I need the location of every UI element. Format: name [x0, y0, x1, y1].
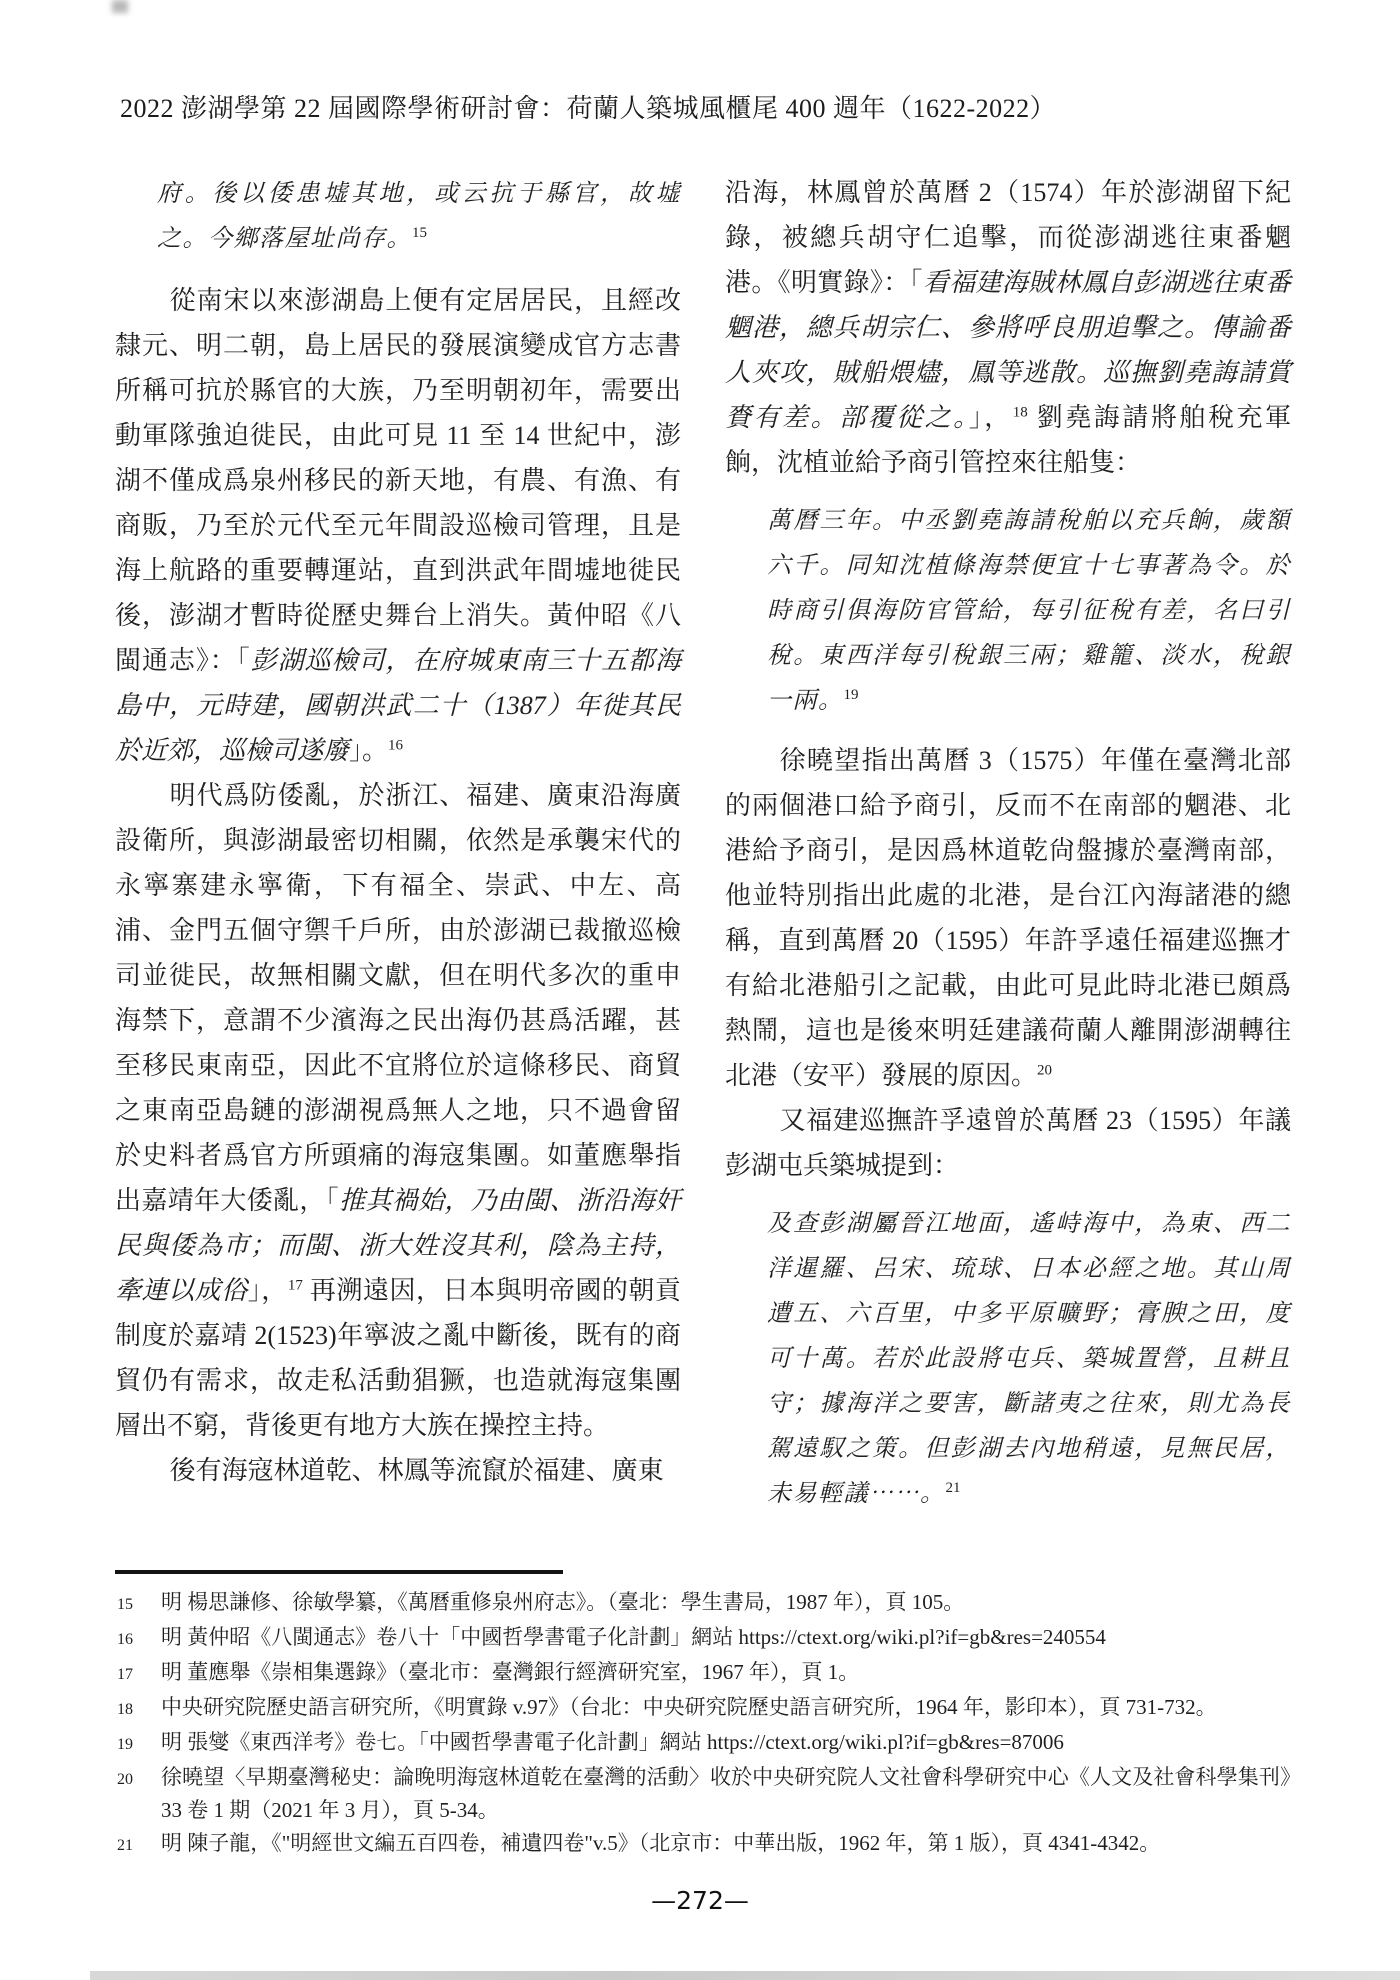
footnote-number: 18	[117, 1701, 133, 1718]
scan-edge-artifact	[90, 1971, 1400, 1980]
two-column-body	[115, 170, 1291, 1531]
paragraph: 從南宋以來澎湖島上便有定居居民，且經改隸元、明二朝，島上居民的發展演變成官方志書所稱可抗於縣官的大族，乃至明朝初年，需要出動軍隊強迫徙民，由此可見 11 至 14 世紀中，澎湖不僅成爲泉州移民的新天地，有農、有漁、有商販，乃至於元代至元年間設巡檢司管理，且是海上航路的重要轉運站，直到洪武年間墟地徙民後，澎湖才暫時從歷史舞台上消失。黃仲昭《八閩通志》：「彭湖巡檢司，在府城東南三十五都海島中，元時建，國朝洪武二十（1387）年徙其民於近郊，巡檢司遂廢」。$^{16}$	[115, 286, 681, 765]
footnote-text: 徐曉望〈早期臺灣秘史：論晚明海寇林道乾在臺灣的活動〉收於中央研究院人文社會科學研究中心《人文及社會科學集刊》33 卷 1 期（2021 年 3 月），頁 5-34。	[161, 1765, 1301, 1822]
footnote	[115, 1586, 1301, 1621]
blockquote: 及查彭湖屬晉江地面，遙峙海中，為東、西二洋暹羅、呂宋、琉球、日本必經之地。其山周遭五、六百里，中多平原曠野；膏腴之田，度可十萬。若於此設將屯兵、築城置營，且耕且守；據海洋之要害，斷諸夷之往來，則尤為長駕遠馭之策。但彭湖去內地稍遠，見無民居，未易輕議⋯⋯。$^{21}$	[767, 1211, 1291, 1507]
footnote-divider	[115, 1570, 563, 1574]
footnote-number: 16	[117, 1631, 133, 1648]
paragraph: 徐曉望指出萬曆 3（1575）年僅在臺灣北部的兩個港口給予商引，反而不在南部的魍港、北港給予商引，是因爲林道乾尙盤據於臺灣南部，他並特別指出此處的北港，是台江內海諸港的總稱，直到萬曆 20（1595）年許孚遠任福建巡撫才有給北港船引之記載，由此可見此時北港已頗爲熱鬧，這也是後來明廷建議荷蘭人離開澎湖轉往北港（安平）發展的原因。$^{20}$	[725, 746, 1291, 1090]
footnote-number: 17	[117, 1666, 133, 1683]
quote-continuation-block: 府。後以倭患墟其地，或云抗于縣官，故墟之。今鄉落屋址尚存。$^{15}$	[157, 181, 681, 252]
footnote-text: 明 董應舉《崇相集選錄》（臺北市：臺灣銀行經濟研究室，1967 年），頁 1。	[161, 1660, 860, 1684]
paragraph-continuation: 沿海，林鳳曾於萬曆 2（1574）年於澎湖留下紀錄，被總兵胡守仁追擊，而從澎湖逃往東番魍港。《明實錄》：「看福建海賊林鳳自彭湖逃往東番魍港，總兵胡宗仁、參將呼良朋追擊之。傳諭番人夾攻，賊船煨燼，鳳等逃散。巡撫劉堯誨請賞賚有差。部覆從之。」，$^{18}$ 劉堯誨請將舶稅充軍餉，沈植並給予商引管控來往船隻：	[725, 178, 1291, 477]
footnote	[115, 1621, 1301, 1656]
footnotes-section	[115, 1570, 1301, 1862]
paragraph: 明代爲防倭亂，於浙江、福建、廣東沿海廣設衛所，與澎湖最密切相關，依然是承襲宋代的永寧寨建永寧衛，下有福全、崇武、中左、高浦、金門五個守禦千戶所，由於澎湖已裁撤巡檢司並徙民，故無相關文獻，但在明代多次的重申海禁下，意謂不少濱海之民出海仍甚爲活躍，甚至移民東南亞，因此不宜將位於這條移民、商貿之東南亞島鏈的澎湖視爲無人之地，只不過會留於史料者爲官方所頭痛的海寇集團。如董應舉指出嘉靖年大倭亂，「推其禍始，乃由閩、浙沿海奸民與倭為市；而閩、浙大姓沒其利，陰為主持，牽連以成俗」，$^{17}$ 再溯遠因，日本與明帝國的朝貢制度於嘉靖 2(1523)年寧波之亂中斷後，既有的商貿仍有需求，故走私活動猖獗，也造就海寇集團層出不窮，背後更有地方大族在操控主持。	[115, 781, 681, 1440]
footnote-text: 明 楊思謙修、徐敏學纂，《萬曆重修泉州府志》。（臺北：學生書局，1987 年），頁 105。	[161, 1590, 965, 1614]
footnote-number: 19	[117, 1736, 133, 1753]
page-header: 2022 澎湖學第 22 屆國際學術研討會：荷蘭人築城風櫃尾 400 週年（1622-2022）	[120, 94, 1057, 123]
footnote	[115, 1761, 1301, 1827]
blockquote: 萬曆三年。中丞劉堯誨請稅舶以充兵餉，歲額六千。同知沈植條海禁便宜十七事著為令。於時商引俱海防官管給，每引征稅有差，名曰引稅。東西洋每引稅銀三兩；雞籠、淡水，稅銀一兩。$^{19}$	[767, 508, 1291, 714]
page-number: —272—	[651, 1886, 749, 1915]
footnote-text: 中央研究院歷史語言研究所，《明實錄 v.97》（台北：中央研究院歷史語言研究所，1964 年，影印本），頁 731-732。	[161, 1695, 1217, 1719]
right-column	[725, 170, 1291, 1531]
paragraph: 後有海寇林道乾、林鳳等流竄於福建、廣東	[169, 1456, 664, 1485]
footnote	[115, 1726, 1301, 1761]
scan-smudge-artifact	[112, 0, 128, 13]
left-column	[115, 170, 681, 1531]
footnote-text: 明 黃仲昭《八閩通志》卷八十「中國哲學書電子化計劃」網站 https://ctext.org/wiki.pl?if=gb&res=240554	[161, 1625, 1106, 1649]
footnote	[115, 1656, 1301, 1691]
footnote-number: 20	[117, 1771, 133, 1788]
paragraph: 又福建巡撫許孚遠曾於萬曆 23（1595）年議彭湖屯兵築城提到：	[725, 1106, 1291, 1180]
footnote-text: 明 張燮《東西洋考》卷七。「中國哲學書電子化計劃」網站 https://ctext.org/wiki.pl?if=gb&res=87006	[161, 1730, 1064, 1754]
footnote-number: 21	[117, 1837, 133, 1854]
footnote-text: 明 陳子龍，《"明經世文編五百四卷，補遺四卷"v.5》（北京市：中華出版，1962 年，第 1 版），頁 4341-4342。	[161, 1831, 1161, 1855]
footnote	[115, 1827, 1301, 1862]
footnote-number: 15	[117, 1596, 133, 1613]
footnote	[115, 1691, 1301, 1726]
